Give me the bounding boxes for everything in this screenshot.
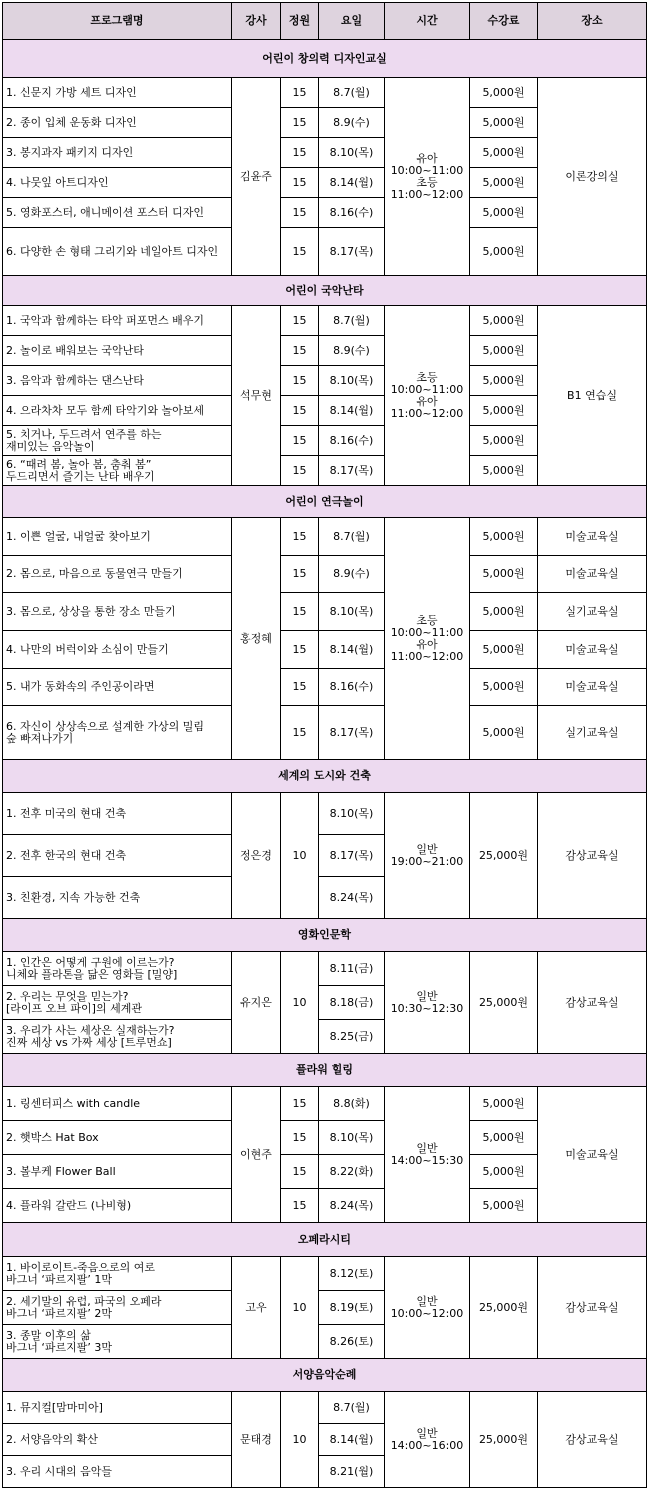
place: 미술교육실 [538,631,647,669]
fee: 5,000원 [470,456,538,486]
table-row [3,1087,647,1121]
capacity: 15 [281,456,319,486]
fee: 5,000원 [470,198,538,228]
date: 8.12(토) [319,1257,385,1291]
section-header [3,486,647,518]
fee: 5,000원 [470,556,538,593]
program-name: 1. 신문지 가방 세트 디자인 [3,78,232,108]
place: B1 연습실 [538,306,647,486]
place: 실기교육실 [538,593,647,631]
date: 8.9(수) [319,336,385,366]
table-row [3,518,647,556]
capacity: 15 [281,108,319,138]
section-header [3,1223,647,1257]
date: 8.10(목) [319,793,385,835]
table-row [3,78,647,108]
section-title: 오페라시티 [3,1223,647,1257]
section-title: 서양음악순례 [3,1359,647,1392]
capacity: 15 [281,306,319,336]
fee: 5,000원 [470,593,538,631]
capacity: 10 [281,1392,319,1488]
date: 8.10(목) [319,366,385,396]
fee: 5,000원 [470,1189,538,1223]
place: 실기교육실 [538,706,647,760]
fee: 25,000원 [470,1392,538,1488]
section-header [3,919,647,952]
instructor: 문태경 [232,1392,281,1488]
program-name: 6. “때려 봄, 놀아 봄, 춤춰 봄” 두드리면서 즐기는 난타 배우기 [3,456,232,486]
capacity: 15 [281,228,319,276]
place: 감상교육실 [538,952,647,1054]
date: 8.17(목) [319,706,385,760]
program-name: 1. 국악과 함께하는 타악 퍼포먼스 배우기 [3,306,232,336]
date: 8.8(화) [319,1087,385,1121]
date: 8.16(수) [319,198,385,228]
place: 이론강의실 [538,78,647,276]
place: 감상교육실 [538,1257,647,1359]
fee: 5,000원 [470,426,538,456]
capacity: 15 [281,198,319,228]
program-name: 4. 플라워 갈란드 (나비형) [3,1189,232,1223]
date: 8.16(수) [319,426,385,456]
place: 감상교육실 [538,793,647,919]
program-name: 3. 몸으로, 상상을 통한 장소 만들기 [3,593,232,631]
capacity: 15 [281,1155,319,1189]
program-name: 3. 볼부케 Flower Ball [3,1155,232,1189]
program-name: 3. 봉지과자 패키지 디자인 [3,138,232,168]
time: 일반 10:30~12:30 [385,952,470,1054]
date: 8.17(목) [319,456,385,486]
place: 감상교육실 [538,1392,647,1488]
fee: 25,000원 [470,1257,538,1359]
date: 8.14(월) [319,1424,385,1456]
date: 8.11(금) [319,952,385,986]
place: 미술교육실 [538,518,647,556]
program-name: 2. 세기말의 유럽, 파국의 오페라 바그너 ‘파르지팔’ 2막 [3,1291,232,1325]
header-row [3,3,647,40]
date: 8.7(월) [319,306,385,336]
section-header [3,276,647,306]
date: 8.10(목) [319,138,385,168]
header-instructor: 강사 [232,3,281,40]
program-name: 2. 우리는 무엇을 믿는가? [라이프 오브 파이]의 세계관 [3,986,232,1020]
capacity: 15 [281,78,319,108]
instructor: 이현주 [232,1087,281,1223]
capacity: 15 [281,1189,319,1223]
capacity: 10 [281,952,319,1054]
header-time: 시간 [385,3,470,40]
capacity: 15 [281,336,319,366]
date: 8.10(목) [319,593,385,631]
date: 8.16(수) [319,669,385,706]
capacity: 15 [281,426,319,456]
capacity: 15 [281,593,319,631]
program-name: 3. 우리가 사는 세상은 실재하는가? 진짜 세상 vs 가짜 세상 [트루먼쇼] [3,1020,232,1054]
table-row [3,1392,647,1424]
table-row [3,556,647,593]
fee: 5,000원 [470,306,538,336]
program-name: 2. 종이 입체 운동화 디자인 [3,108,232,138]
header-capacity: 정원 [281,3,319,40]
place: 미술교육실 [538,669,647,706]
header-fee: 수강료 [470,3,538,40]
capacity: 15 [281,518,319,556]
capacity: 15 [281,1121,319,1155]
instructor: 유지은 [232,952,281,1054]
program-name: 3. 친환경, 지속 가능한 건축 [3,877,232,919]
date: 8.17(목) [319,835,385,877]
header-program: 프로그램명 [3,3,232,40]
fee: 5,000원 [470,669,538,706]
program-table [2,2,647,1488]
capacity: 10 [281,1257,319,1359]
fee: 5,000원 [470,706,538,760]
place: 미술교육실 [538,556,647,593]
capacity: 10 [281,793,319,919]
section-title: 세계의 도시와 건축 [3,760,647,793]
program-name: 1. 바이로이트-죽음으로의 여로 바그너 ‘파르지팔’ 1막 [3,1257,232,1291]
date: 8.22(화) [319,1155,385,1189]
section-title: 영화인문학 [3,919,647,952]
fee: 5,000원 [470,78,538,108]
section-header [3,1359,647,1392]
program-name: 3. 음악과 함께하는 댄스난타 [3,366,232,396]
header-date: 요일 [319,3,385,40]
program-name: 1. 인간은 어떻게 구원에 이르는가? 니체와 플라톤을 닮은 영화들 [밀양] [3,952,232,986]
capacity: 15 [281,168,319,198]
program-name: 4. 나뭇잎 아트디자인 [3,168,232,198]
instructor: 석무현 [232,306,281,486]
time: 유아 10:00~11:00 초등 11:00~12:00 [385,78,470,276]
fee: 5,000원 [470,1121,538,1155]
date: 8.25(금) [319,1020,385,1054]
capacity: 15 [281,1087,319,1121]
table-row [3,706,647,760]
section-title: 어린이 국악난타 [3,276,647,306]
date: 8.10(목) [319,1121,385,1155]
capacity: 15 [281,556,319,593]
program-name: 3. 종말 이후의 삶 바그너 ‘파르지팔’ 3막 [3,1325,232,1359]
fee: 5,000원 [470,631,538,669]
fee: 5,000원 [470,1087,538,1121]
fee: 25,000원 [470,793,538,919]
program-name: 1. 뮤지컬[맘마미아] [3,1392,232,1424]
instructor: 고우 [232,1257,281,1359]
table-row [3,1257,647,1291]
program-name: 1. 링센터피스 with candle [3,1087,232,1121]
fee: 5,000원 [470,168,538,198]
program-name: 5. 영화포스터, 애니메이션 포스터 디자인 [3,198,232,228]
program-name: 2. 햇박스 Hat Box [3,1121,232,1155]
section-header [3,40,647,78]
fee: 5,000원 [470,396,538,426]
capacity: 15 [281,396,319,426]
date: 8.7(월) [319,518,385,556]
capacity: 15 [281,138,319,168]
fee: 5,000원 [470,336,538,366]
time: 일반 19:00~21:00 [385,793,470,919]
program-name: 6. 자신이 상상속으로 설계한 가상의 밀림 숲 빠져나가기 [3,706,232,760]
fee: 5,000원 [470,228,538,276]
table-row [3,793,647,835]
date: 8.19(토) [319,1291,385,1325]
time: 초등 10:00~11:00 유아 11:00~12:00 [385,306,470,486]
date: 8.9(수) [319,556,385,593]
program-name: 4. 으라차차 모두 함께 타악기와 놀아보세 [3,396,232,426]
date: 8.9(수) [319,108,385,138]
time: 일반 14:00~15:30 [385,1087,470,1223]
table-row [3,669,647,706]
date: 8.24(목) [319,1189,385,1223]
time: 일반 10:00~12:00 [385,1257,470,1359]
section-title: 어린이 연극놀이 [3,486,647,518]
fee: 5,000원 [470,1155,538,1189]
date: 8.14(월) [319,396,385,426]
date: 8.14(월) [319,168,385,198]
header-place: 장소 [538,3,647,40]
date: 8.14(월) [319,631,385,669]
program-name: 1. 전후 미국의 현대 건축 [3,793,232,835]
fee: 5,000원 [470,366,538,396]
program-name: 1. 이쁜 얼굴, 내얼굴 찾아보기 [3,518,232,556]
section-header [3,760,647,793]
fee: 5,000원 [470,108,538,138]
instructor: 정은경 [232,793,281,919]
section-title: 어린이 창의력 디자인교실 [3,40,647,78]
program-name: 2. 놀이로 배워보는 국악난타 [3,336,232,366]
program-name: 2. 전후 한국의 현대 건축 [3,835,232,877]
time: 일반 14:00~16:00 [385,1392,470,1488]
table-row [3,306,647,336]
place: 미술교육실 [538,1087,647,1223]
date: 8.26(토) [319,1325,385,1359]
section-header [3,1054,647,1087]
fee: 5,000원 [470,138,538,168]
instructor: 김윤주 [232,78,281,276]
program-name: 4. 나만의 버럭이와 소심이 만들기 [3,631,232,669]
section-title: 플라워 힐링 [3,1054,647,1087]
table-row [3,631,647,669]
program-name: 2. 몸으로, 마음으로 동물연극 만들기 [3,556,232,593]
program-name: 6. 다양한 손 형태 그리기와 네일아트 디자인 [3,228,232,276]
program-name: 2. 서양음악의 확산 [3,1424,232,1456]
capacity: 15 [281,706,319,760]
capacity: 15 [281,669,319,706]
program-name: 5. 치거나, 두드려서 연주를 하는 재미있는 음악놀이 [3,426,232,456]
table-row [3,593,647,631]
date: 8.21(월) [319,1456,385,1488]
date: 8.7(월) [319,78,385,108]
fee: 5,000원 [470,518,538,556]
date: 8.7(월) [319,1392,385,1424]
capacity: 15 [281,631,319,669]
capacity: 15 [281,366,319,396]
program-name: 3. 우리 시대의 음악들 [3,1456,232,1488]
table-row [3,952,647,986]
date: 8.24(목) [319,877,385,919]
fee: 25,000원 [470,952,538,1054]
time: 초등 10:00~11:00 유아 11:00~12:00 [385,518,470,760]
instructor: 홍정혜 [232,518,281,760]
program-name: 5. 내가 동화속의 주인공이라면 [3,669,232,706]
date: 8.18(금) [319,986,385,1020]
date: 8.17(목) [319,228,385,276]
